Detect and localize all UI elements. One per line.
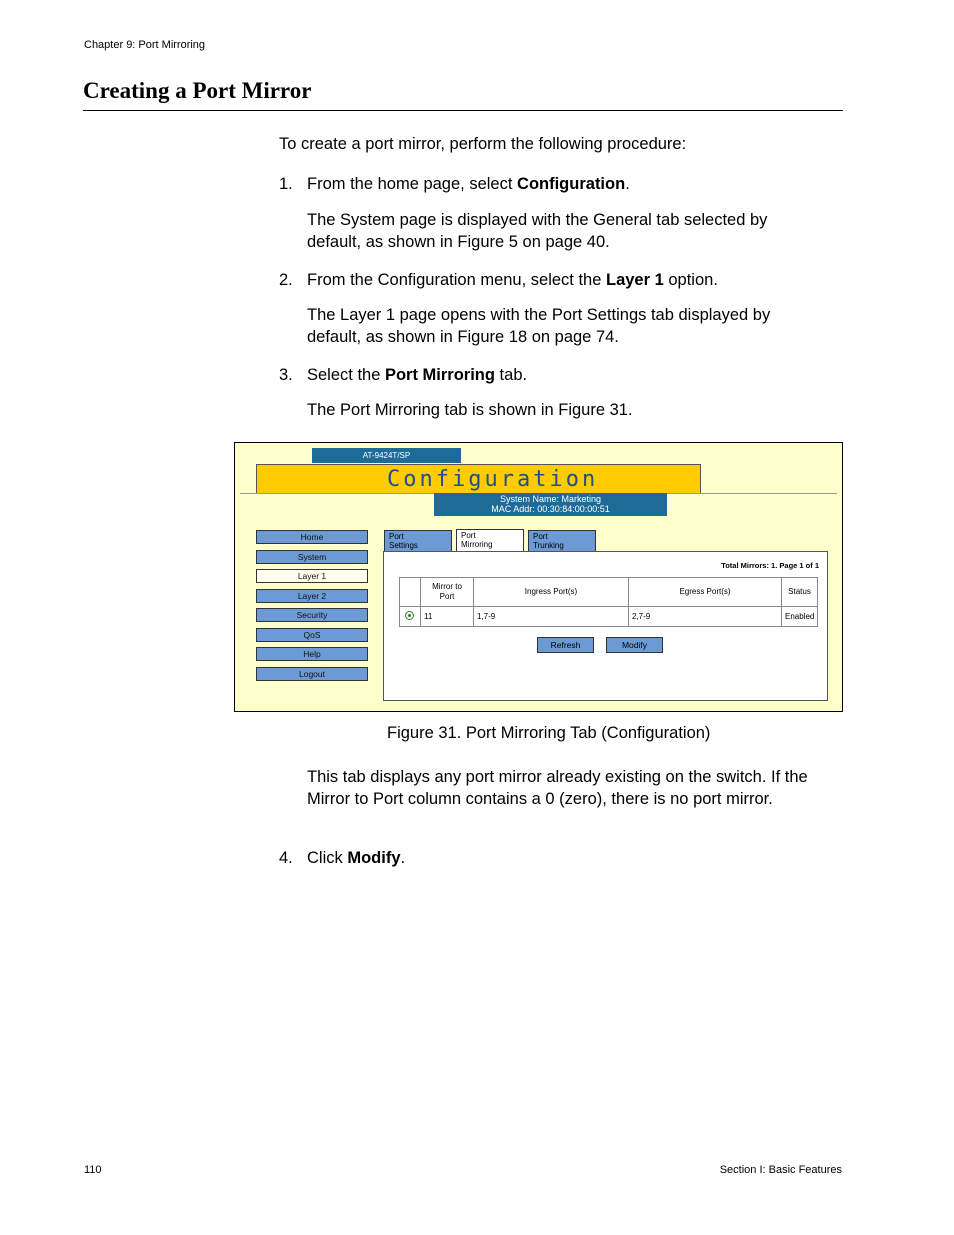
step-1-note: The System page is displayed with the General tab selected by default, as shown in Figure 5 on page 40.	[307, 211, 768, 251]
tab-port-settings-line2: Settings	[389, 541, 418, 550]
mirror-column-header	[421, 578, 474, 607]
status-column-header: Status	[782, 578, 818, 607]
total-mirrors: Total Mirrors: 1. Page 1 of 1	[721, 561, 819, 570]
status-cell: Enabled	[782, 607, 818, 627]
egress-ports-cell: 2,7-9	[629, 607, 782, 627]
nav-layer2-button[interactable]: Layer 2	[256, 589, 368, 603]
tab-port-trunking-line1: Port	[533, 532, 548, 541]
step-3-note: The Port Mirroring tab is shown in Figure 31.	[307, 401, 633, 419]
step-3-number: 3.	[279, 366, 293, 384]
ingress-ports-cell: 1,7-9	[474, 607, 629, 627]
step-3-text	[307, 364, 827, 386]
nav-help-button[interactable]: Help	[256, 647, 368, 661]
nav-qos-button[interactable]: QoS	[256, 628, 368, 642]
tab-port-trunking-line2: Trunking	[533, 541, 564, 550]
refresh-button[interactable]: Refresh	[537, 637, 594, 653]
page-title: Creating a Port Mirror	[83, 78, 312, 103]
mirroring-panel	[383, 551, 828, 701]
modify-button[interactable]: Modify	[606, 637, 663, 653]
mirror-header-line1: Mirror to	[432, 582, 462, 591]
row-select-cell	[400, 607, 421, 627]
step-4-number: 4.	[279, 849, 293, 867]
device-model-bar: AT-9424T/SP	[312, 448, 461, 463]
step-1-post: .	[625, 175, 630, 193]
egress-column-header: Egress Port(s)	[629, 578, 782, 607]
nav-home-button[interactable]: Home	[256, 530, 368, 544]
chapter-header: Chapter 9: Port Mirroring	[84, 39, 206, 51]
step-1-text	[307, 173, 827, 195]
mirror-header-line2: Port	[439, 592, 455, 601]
nav-layer1-button[interactable]: Layer 1	[256, 569, 368, 583]
step-2-text	[307, 269, 827, 291]
figure-caption: Figure 31. Port Mirroring Tab (Configuration)	[387, 724, 711, 742]
step-2-note: The Layer 1 page opens with the Port Settings tab displayed by default, as shown in Figure 18 on page 74.	[307, 306, 771, 346]
system-name: System Name: Marketing	[499, 494, 602, 504]
system-info-bar	[434, 493, 667, 516]
step-2-pre: From the Configuration menu, select the	[307, 271, 606, 289]
tab-port-settings-line1: Port	[389, 532, 404, 541]
step-3-post: tab.	[494, 366, 528, 384]
configuration-title: Configuration	[387, 467, 599, 492]
step-1-bold: Configuration	[517, 175, 626, 193]
tab-port-mirroring-line1: Port	[461, 531, 476, 540]
table-header-row	[400, 578, 818, 607]
tab-port-trunking[interactable]	[528, 530, 596, 551]
tab-port-settings[interactable]	[384, 530, 452, 551]
step-3-pre: Select the	[307, 366, 385, 384]
section-footer: Section I: Basic Features	[719, 1164, 842, 1176]
step-1-number: 1.	[279, 175, 293, 193]
radio-button-icon[interactable]	[405, 611, 414, 620]
mirror-port-cell: 11	[421, 607, 474, 627]
step-4-text	[307, 847, 827, 869]
mac-address: MAC Addr: 00:30:84:00:00:51	[491, 504, 610, 514]
port-mirroring-figure	[234, 442, 843, 712]
nav-logout-button[interactable]: Logout	[256, 667, 368, 681]
after-figure-text: This tab displays any port mirror already existing on the switch. If the Mirror to Port column contains a 0 (zero), there is no port mirror.	[307, 768, 808, 808]
step-2-post: option.	[663, 271, 718, 289]
title-rule	[83, 110, 843, 111]
intro-text: To create a port mirror, perform the following procedure:	[279, 135, 687, 153]
table-row	[400, 607, 818, 627]
step-2-number: 2.	[279, 271, 293, 289]
select-column-header	[400, 578, 421, 607]
ingress-column-header: Ingress Port(s)	[474, 578, 629, 607]
step-4-bold: Modify	[347, 849, 401, 867]
nav-system-button[interactable]: System	[256, 550, 368, 564]
step-1-pre: From the home page, select	[307, 175, 518, 193]
step-2-bold: Layer 1	[605, 271, 664, 289]
step-4-pre: Click	[307, 849, 348, 867]
step-3-bold: Port Mirroring	[384, 366, 495, 384]
tab-port-mirroring-line2: Mirroring	[461, 540, 493, 549]
nav-security-button[interactable]: Security	[256, 608, 368, 622]
configuration-banner	[256, 464, 701, 494]
mirror-table	[399, 577, 818, 627]
page-number: 110	[84, 1164, 102, 1176]
tab-port-mirroring[interactable]	[456, 529, 524, 552]
step-4-post: .	[400, 849, 406, 867]
